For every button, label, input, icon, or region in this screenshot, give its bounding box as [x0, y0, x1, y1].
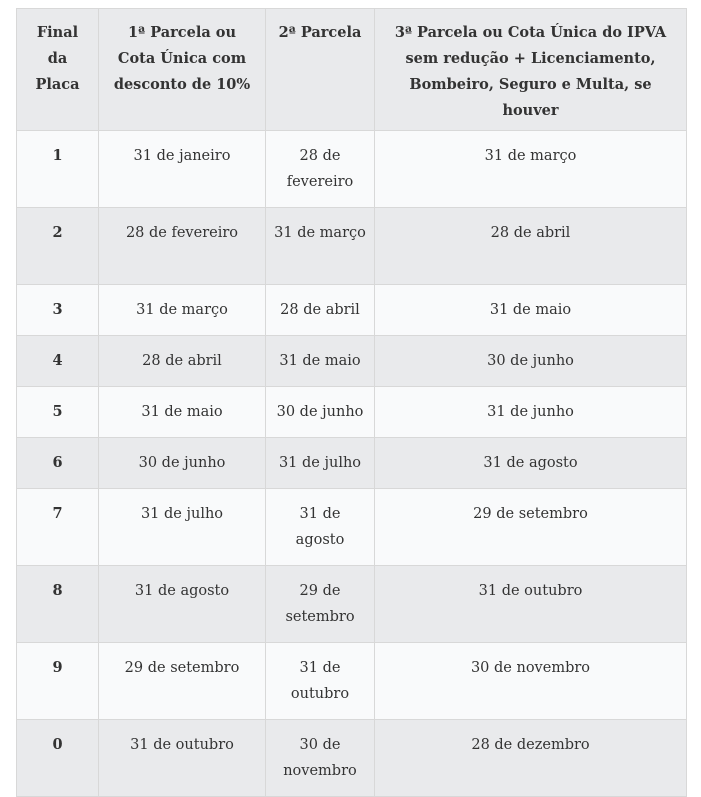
plate-ending-cell: 7: [17, 489, 99, 566]
second-installment-cell: 30 de novembro: [266, 720, 375, 797]
plate-ending-cell: 1: [17, 131, 99, 208]
second-installment-cell: 29 de setembro: [266, 566, 375, 643]
third-installment-cell: 31 de agosto: [375, 438, 687, 489]
table-row: [17, 720, 687, 797]
second-installment-cell: 31 de outubro: [266, 643, 375, 720]
table-row: [17, 285, 687, 336]
plate-ending-cell: 2: [17, 208, 99, 285]
first-installment-cell: 30 de junho: [99, 438, 266, 489]
table-row: [17, 336, 687, 387]
second-installment-cell: 30 de junho: [266, 387, 375, 438]
first-installment-cell: 31 de janeiro: [99, 131, 266, 208]
ipva-schedule-table: [16, 8, 687, 797]
first-installment-cell: 31 de outubro: [99, 720, 266, 797]
header-plate-ending: Final da Placa: [17, 9, 99, 131]
third-installment-cell: 30 de junho: [375, 336, 687, 387]
table-row: [17, 438, 687, 489]
table-row: [17, 643, 687, 720]
plate-ending-cell: 4: [17, 336, 99, 387]
plate-ending-cell: 3: [17, 285, 99, 336]
third-installment-cell: 28 de abril: [375, 208, 687, 285]
header-second-installment: 2ª Parcela: [266, 9, 375, 131]
first-installment-cell: 28 de fevereiro: [99, 208, 266, 285]
first-installment-cell: 28 de abril: [99, 336, 266, 387]
table-body: [17, 131, 687, 797]
plate-ending-cell: 5: [17, 387, 99, 438]
table-row: [17, 208, 687, 285]
first-installment-cell: 29 de setembro: [99, 643, 266, 720]
first-installment-cell: 31 de março: [99, 285, 266, 336]
third-installment-cell: 30 de novembro: [375, 643, 687, 720]
second-installment-cell: 31 de março: [266, 208, 375, 285]
plate-ending-cell: 8: [17, 566, 99, 643]
table-row: [17, 489, 687, 566]
table-header: [17, 9, 687, 131]
header-third-installment: 3ª Parcela ou Cota Única do IPVA sem redução + Licenciamento, Bombeiro, Seguro e Multa, se houver: [375, 9, 687, 131]
second-installment-cell: 28 de fevereiro: [266, 131, 375, 208]
third-installment-cell: 31 de junho: [375, 387, 687, 438]
plate-ending-cell: 6: [17, 438, 99, 489]
plate-ending-cell: 0: [17, 720, 99, 797]
table-row: [17, 566, 687, 643]
first-installment-cell: 31 de agosto: [99, 566, 266, 643]
third-installment-cell: 31 de março: [375, 131, 687, 208]
table-row: [17, 131, 687, 208]
third-installment-cell: 31 de maio: [375, 285, 687, 336]
second-installment-cell: 31 de agosto: [266, 489, 375, 566]
header-row: [17, 9, 687, 131]
header-first-installment: 1ª Parcela ou Cota Única com desconto de 10%: [99, 9, 266, 131]
third-installment-cell: 29 de setembro: [375, 489, 687, 566]
plate-ending-cell: 9: [17, 643, 99, 720]
ipva-schedule: [16, 8, 686, 797]
second-installment-cell: 31 de maio: [266, 336, 375, 387]
first-installment-cell: 31 de maio: [99, 387, 266, 438]
first-installment-cell: 31 de julho: [99, 489, 266, 566]
second-installment-cell: 31 de julho: [266, 438, 375, 489]
second-installment-cell: 28 de abril: [266, 285, 375, 336]
third-installment-cell: 28 de dezembro: [375, 720, 687, 797]
table-row: [17, 387, 687, 438]
third-installment-cell: 31 de outubro: [375, 566, 687, 643]
